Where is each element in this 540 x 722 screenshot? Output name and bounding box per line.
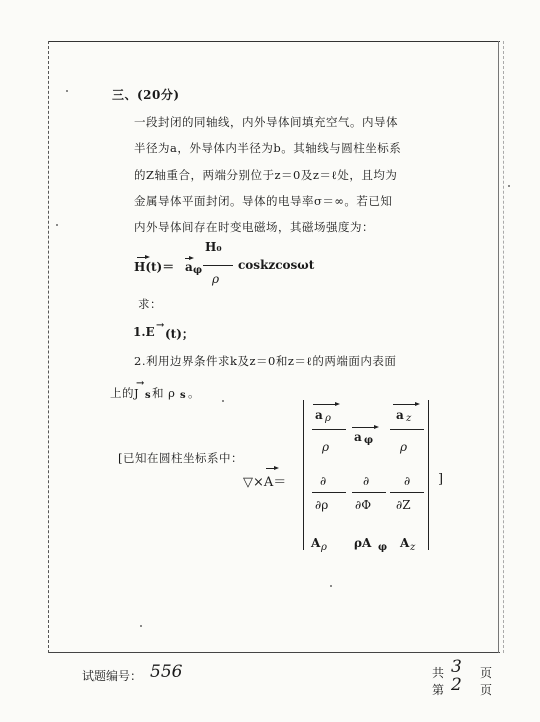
question-2-j-sub: s (145, 390, 151, 401)
total-pages-label: 共 (432, 666, 445, 680)
row3-rho-a-phi: ρA (354, 536, 372, 550)
problem-line-5: 内外导体间存在时变电磁场，其磁场强度为： (134, 220, 374, 234)
current-page-value: 2 (451, 675, 462, 695)
frame-bottom-border (48, 652, 500, 653)
scan-speck (330, 585, 332, 587)
current-page-label: 第 (432, 683, 445, 697)
row1-den-1: ρ (322, 440, 330, 454)
problem-line-4: 金属导体平面封闭。导体的电导率σ＝∞。若已知 (134, 194, 393, 208)
row2-num-1: ∂ (320, 474, 327, 488)
row3-a-z: A (400, 536, 410, 550)
h-field-denominator: ρ (212, 272, 220, 286)
current-page-unit: 页 (480, 683, 493, 697)
question-2-end: 。 (188, 386, 200, 400)
row3-z-sub: z (410, 542, 416, 553)
h-field-tail: coskzcosωt (238, 258, 315, 272)
curl-close-bracket: ] (438, 472, 444, 487)
row2-num-3: ∂ (404, 474, 411, 488)
question-1-tail: (t)； (165, 327, 194, 341)
section-heading: 三、(20分) (112, 88, 180, 102)
h-field-fraction-line (203, 265, 233, 266)
question-1-prefix: 1.E (133, 325, 155, 339)
row1-rho-sub: ρ (325, 413, 331, 424)
scan-speck (508, 185, 510, 187)
row1-z-sub: z (406, 413, 412, 424)
h-field-lhs: H(t)＝ (134, 260, 175, 274)
total-pages-value: 3 (451, 657, 462, 677)
h-field-unit-sub: φ (193, 265, 203, 276)
row3-a-rho: A (311, 536, 321, 550)
row2-den-2: ∂Φ (355, 498, 372, 512)
frame-top-border (48, 41, 500, 42)
determinant-right-bar (428, 400, 429, 550)
h-field-unit-vector: a (185, 260, 193, 274)
row1-frac-line-1 (312, 429, 346, 430)
total-pages-unit: 页 (480, 666, 493, 680)
row2-frac-line-2 (352, 492, 386, 493)
row3-rho-sub: ρ (321, 542, 327, 553)
question-2-j-arrow: → (136, 378, 145, 389)
ask-label: 求： (138, 297, 162, 311)
frame-left-border (48, 41, 49, 653)
row2-frac-line-1 (312, 492, 346, 493)
row1-a-rho: a (315, 408, 323, 422)
exam-id-value: 556 (150, 662, 183, 682)
problem-line-2: 半径为a，外导体内半径为b。其轴线与圆柱坐标系 (134, 141, 402, 155)
frame-right-dashed-border (503, 41, 504, 653)
scan-speck (66, 90, 68, 92)
curl-intro: [已知在圆柱坐标系中： (118, 451, 243, 465)
question-2-rho-sub: s (180, 390, 186, 401)
a-phi-arrow (352, 427, 376, 428)
a-z-arrow (393, 404, 417, 405)
exam-id-label: 试题编号： (82, 669, 143, 683)
question-1-arrow: → (156, 320, 165, 331)
problem-line-3: 的Z轴重合，两端分别位于z＝0及z＝ℓ处，且均为 (134, 168, 398, 182)
row1-phi-sub: φ (364, 435, 374, 446)
row2-frac-line-3 (390, 492, 424, 493)
frame-right-border (498, 41, 499, 653)
question-2-line-2: 上的J (110, 386, 140, 400)
scan-speck (140, 625, 142, 627)
h-field-numerator: H₀ (205, 240, 222, 254)
question-2-mid: 和 ρ (152, 386, 176, 400)
scan-speck (222, 400, 224, 402)
curl-lhs: ▽×A＝ (243, 475, 287, 490)
row1-den-2: ρ (400, 440, 408, 454)
row3-phi-sub: φ (378, 542, 388, 553)
curl-a-arrow (266, 468, 276, 469)
scan-speck (56, 224, 58, 226)
a-rho-arrow (313, 404, 337, 405)
row2-den-1: ∂ρ (315, 498, 329, 512)
determinant-left-bar (303, 400, 304, 550)
row1-a-z: a (396, 408, 404, 422)
a-vector-arrow (185, 258, 191, 259)
question-2-line-1: 2.利用边界条件求k及z＝0和z＝ℓ的两端面内表面 (134, 354, 397, 368)
problem-line-1: 一段封闭的同轴线，内外导体间填充空气。内导体 (134, 115, 398, 129)
row1-frac-line-2 (390, 429, 424, 430)
row1-a-phi: a (354, 430, 362, 444)
row2-num-2: ∂ (363, 474, 370, 488)
row2-den-3: ∂Z (396, 498, 411, 512)
